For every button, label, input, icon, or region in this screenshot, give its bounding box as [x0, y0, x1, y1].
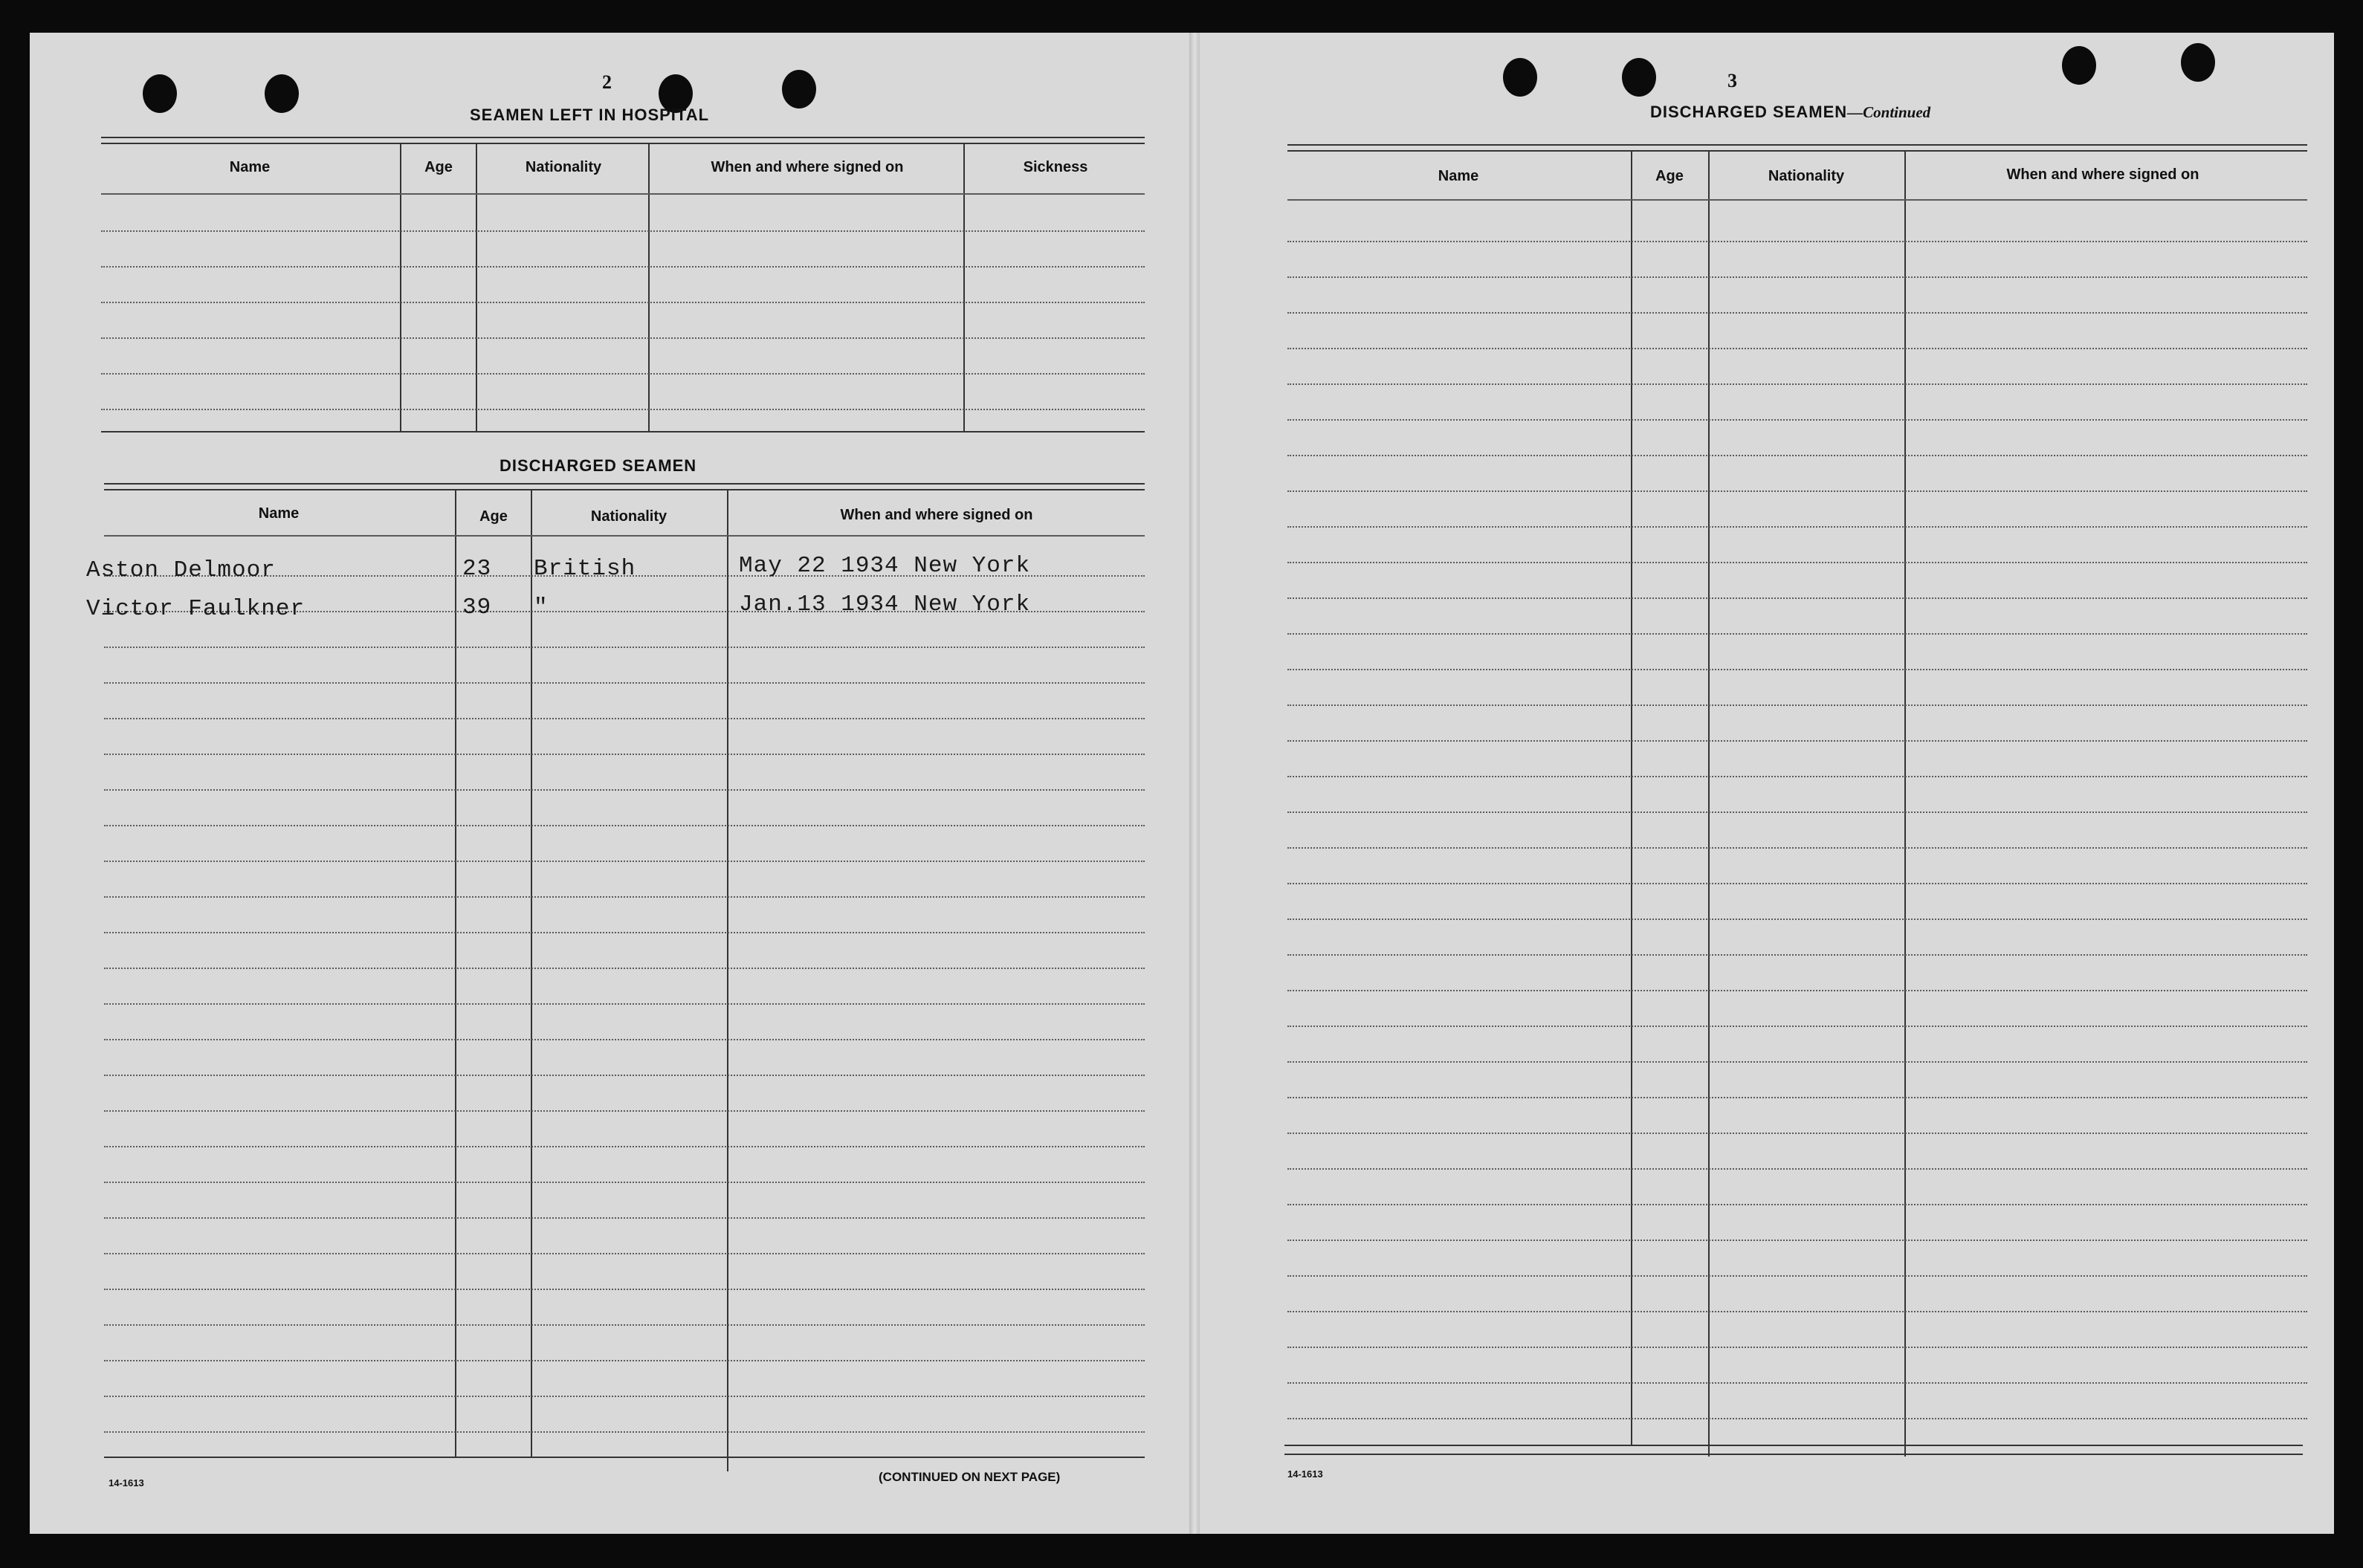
form-number: 14-1613 [1287, 1468, 1323, 1480]
table-rule [101, 431, 1145, 433]
table-rule [1287, 144, 2307, 152]
column-header-signed-on: When and where signed on [840, 507, 1033, 523]
table-row [104, 825, 1145, 826]
table-row [104, 1431, 1145, 1433]
table-row [1287, 1061, 2307, 1063]
table-row [104, 861, 1145, 862]
table-row [104, 1003, 1145, 1005]
table-row [104, 647, 1145, 648]
table-row [104, 932, 1145, 933]
punch-hole [143, 74, 177, 113]
table-row [1287, 847, 2307, 849]
table-row [101, 302, 1145, 303]
continued-note: (CONTINUED ON NEXT PAGE) [879, 1470, 1061, 1484]
seaman-nationality: " [534, 595, 549, 621]
seaman-signed-on: Jan.13 1934 New York [739, 592, 1031, 618]
table-row [1287, 919, 2307, 920]
table-rule [104, 1457, 1145, 1458]
table-rule [1284, 1454, 2303, 1455]
column-header-signed-on: When and where signed on [711, 159, 904, 175]
table-row [1287, 633, 2307, 635]
column-divider [400, 143, 401, 431]
column-header-sickness: Sickness [1023, 159, 1088, 175]
seaman-name: Victor Faulkner [86, 596, 306, 622]
section-title [1650, 103, 1930, 122]
table-row [1287, 1382, 2307, 1384]
table-row [1287, 1311, 2307, 1312]
table-row [104, 789, 1145, 791]
column-header-nationality: Nationality [590, 508, 667, 525]
table-row [104, 535, 1145, 537]
table-row [1287, 669, 2307, 670]
table-row [104, 1360, 1145, 1361]
column-header-signed-on: When and where signed on [2006, 166, 2199, 183]
table-row [1287, 490, 2307, 492]
table-row [104, 1324, 1145, 1326]
table-row [1287, 811, 2307, 813]
table-row [1287, 1418, 2307, 1419]
punch-hole [2062, 46, 2096, 85]
table-row [1287, 383, 2307, 385]
left-page [30, 33, 1189, 1534]
punch-hole [265, 74, 299, 113]
column-header-name: Name [258, 505, 300, 522]
table-row [104, 754, 1145, 755]
section-title-suffix: —Continued [1847, 103, 1931, 121]
table-row [1287, 1097, 2307, 1098]
column-divider [1631, 152, 1632, 1445]
column-header-nationality: Nationality [525, 159, 602, 175]
column-divider [531, 490, 532, 1457]
table-row [104, 968, 1145, 969]
punch-hole [782, 70, 816, 108]
table-row [1287, 1204, 2307, 1205]
table-row [1287, 241, 2307, 242]
column-divider [455, 490, 456, 1457]
punch-hole [2181, 43, 2215, 82]
seaman-signed-on: May 22 1934 New York [739, 553, 1031, 579]
form-number: 14-1613 [109, 1477, 144, 1488]
table-row [104, 1253, 1145, 1254]
table-row [101, 409, 1145, 410]
punch-hole [1503, 58, 1537, 97]
table-row [1287, 704, 2307, 706]
table-row [1287, 1240, 2307, 1241]
column-header-name: Name [229, 159, 271, 175]
table-row [101, 193, 1145, 195]
table-row [104, 896, 1145, 898]
column-header-name: Name [1438, 168, 1479, 184]
page-number: 3 [1727, 70, 1737, 91]
table-row [1287, 597, 2307, 599]
table-row [104, 1217, 1145, 1219]
table-row [1287, 419, 2307, 421]
table-row [1287, 776, 2307, 777]
table-row [1287, 990, 2307, 991]
column-header-nationality: Nationality [1768, 168, 1845, 184]
table-row [104, 1110, 1145, 1112]
table-row [1287, 348, 2307, 349]
table-row [1287, 526, 2307, 528]
table-row [104, 1039, 1145, 1040]
table-row [1287, 1026, 2307, 1027]
table-row [1287, 562, 2307, 563]
table-row [1287, 1168, 2307, 1170]
seaman-name: Aston Delmoor [86, 557, 276, 583]
punch-hole [1622, 58, 1656, 97]
table-row [104, 1396, 1145, 1397]
table-row [104, 1182, 1145, 1183]
right-page [1189, 33, 2334, 1534]
table-row [1287, 276, 2307, 278]
table-row [101, 266, 1145, 268]
table-row [1287, 883, 2307, 884]
column-divider [963, 143, 965, 431]
table-row [101, 337, 1145, 339]
table-row [104, 1146, 1145, 1147]
discharged-section-title: DISCHARGED SEAMEN [500, 456, 697, 475]
column-header-age: Age [424, 159, 453, 175]
table-rule [1284, 1445, 2303, 1446]
seaman-nationality: British [534, 556, 636, 582]
table-rule [101, 137, 1145, 144]
seaman-age: 39 [462, 595, 492, 621]
seaman-age: 23 [462, 556, 492, 582]
table-row [1287, 1275, 2307, 1277]
table-rule [104, 483, 1145, 490]
column-header-age: Age [479, 508, 508, 525]
table-row [1287, 740, 2307, 742]
column-divider [648, 143, 650, 431]
table-row [1287, 455, 2307, 456]
hospital-section-title: SEAMEN LEFT IN HOSPITAL [470, 106, 710, 124]
table-row [101, 230, 1145, 232]
scanned-document [30, 33, 2334, 1534]
table-row [104, 718, 1145, 719]
table-row [1287, 1133, 2307, 1134]
table-row [104, 1075, 1145, 1076]
table-row [104, 682, 1145, 684]
table-row [1287, 1347, 2307, 1348]
page-number: 2 [602, 71, 612, 93]
column-header-age: Age [1655, 168, 1684, 184]
table-row [1287, 312, 2307, 314]
section-title-text: DISCHARGED SEAMEN [1650, 103, 1848, 121]
column-divider [476, 143, 477, 431]
table-row [101, 373, 1145, 375]
table-row [1287, 954, 2307, 956]
table-row [104, 1289, 1145, 1290]
table-row [1287, 199, 2307, 201]
